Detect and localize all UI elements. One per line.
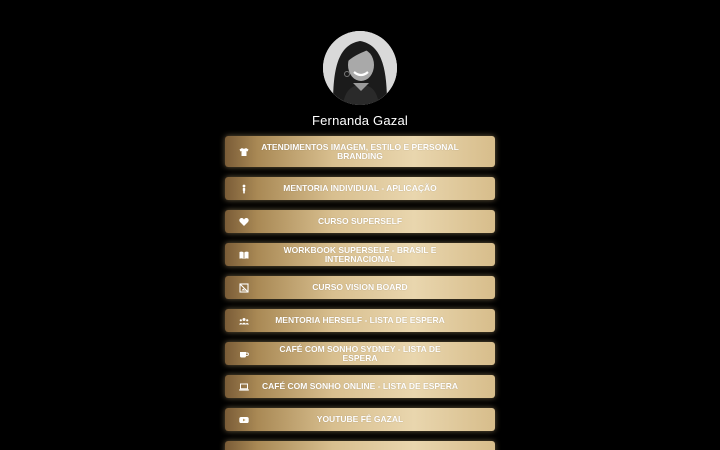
link-label: CURSO SUPERSELF — [317, 216, 403, 226]
tshirt-icon — [239, 147, 249, 157]
heart-icon — [239, 217, 249, 227]
link-list — [225, 136, 495, 450]
link-button-workbook-superself[interactable] — [225, 243, 495, 266]
book-open-icon — [239, 250, 249, 260]
link-label: YOUTUBE FÊ GAZAL — [316, 414, 404, 424]
link-label: CAFÉ COM SONHO SYDNEY - LISTA DE ESPERA — [279, 343, 441, 363]
link-label: MENTORIA HERSELF - LISTA DE ESPERA — [275, 315, 445, 325]
link-button-cafe-com-sonho-online[interactable] — [225, 375, 495, 398]
link-button-youtube[interactable] — [225, 408, 495, 431]
link-button-cafe-com-sonho-sydney[interactable] — [225, 342, 495, 365]
coffee-icon — [239, 349, 249, 359]
link-button-mentoria-herself[interactable] — [225, 309, 495, 332]
link-button-mentoria-individual[interactable] — [225, 177, 495, 200]
avatar-photo — [323, 31, 397, 105]
link-label: CURSO VISION BOARD — [312, 282, 408, 292]
youtube-icon — [239, 415, 249, 425]
link-label: CAFÉ COM SONHO ONLINE - LISTA DE ESPERA — [262, 381, 458, 391]
profile-name: Fernanda Gazal — [311, 113, 409, 128]
link-label: MENTORIA INDIVIDUAL - APLICAÇÃO — [283, 183, 437, 193]
link-button-curso-superself[interactable] — [225, 210, 495, 233]
laptop-icon — [239, 382, 249, 392]
link-button-partial[interactable] — [225, 441, 495, 450]
link-label: WORKBOOK SUPERSELF - BRASIL E INTERNACIONAL — [283, 244, 437, 264]
image-slash-icon — [239, 283, 249, 293]
users-icon — [239, 316, 249, 326]
link-button-atendimentos[interactable] — [225, 136, 495, 167]
link-button-curso-vision-board[interactable] — [225, 276, 495, 299]
link-label: ATENDIMENTOS IMAGEM, ESTILO E PERSONAL BRANDING — [261, 141, 459, 161]
person-icon — [239, 184, 249, 194]
avatar — [323, 31, 397, 105]
